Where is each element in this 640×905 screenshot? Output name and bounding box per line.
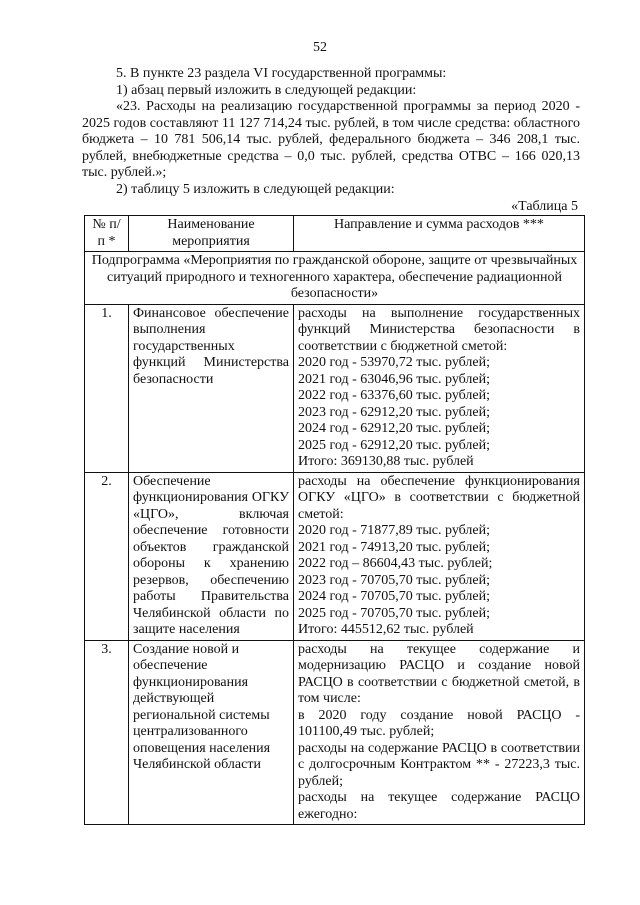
table-caption: «Таблица 5 xyxy=(511,199,578,214)
expenses-table xyxy=(84,215,585,825)
row-line: 2022 год – 86604,43 тыс. рублей; xyxy=(298,556,493,571)
row-line: 2023 год - 62912,20 тыс. рублей; xyxy=(298,404,491,420)
row-direction xyxy=(294,640,585,825)
row-line: 2025 год - 62912,20 тыс. рублей; xyxy=(298,437,491,453)
table-header-row xyxy=(85,216,585,252)
intro-line-1: 5. В пункте 23 раздела VI государственной программы: xyxy=(116,66,447,81)
row-line: 2020 год - 53970,72 тыс. рублей; xyxy=(298,355,491,370)
row-line: расходы на текущее содержание РАСЦО ежегодно: xyxy=(298,790,580,822)
row-name: Создание новой и обеспечение функционирования действующей региональной системы централизованного оповещения населения Челябинской области xyxy=(129,640,294,825)
row-direction xyxy=(294,304,585,472)
table-row xyxy=(85,640,585,825)
page-number: 52 xyxy=(313,40,327,55)
table-row xyxy=(85,304,585,472)
header-num: № п/п * xyxy=(85,216,129,252)
row-number: 3. xyxy=(85,640,129,825)
row-direction-intro: расходы на обеспечение функционирования ОГКУ «ЦГО» в соответствии с бюджетной сметой: xyxy=(298,473,580,522)
row-line: 2021 год - 63046,96 тыс. рублей; xyxy=(298,371,491,387)
row-line: 2023 год - 70705,70 тыс. рублей; xyxy=(298,572,491,588)
row-name: Обеспечение функционирования ОГКУ «ЦГО», включая обеспечение готовности объектов гражданской обороны к хранению резервов, обеспечению работы Правительства Челябинской области по защите населения xyxy=(129,472,294,640)
subprogram-title: Подпрограмма «Мероприятия по гражданской обороне, защите от чрезвычайных ситуаций природного и техногенного характера, обеспечение радиационной безопасности» xyxy=(85,252,585,305)
header-direction: Направление и сумма расходов *** xyxy=(294,216,585,252)
header-name: Наименование мероприятия xyxy=(129,216,294,252)
intro-line-2: 1) абзац первый изложить в следующей редакции: xyxy=(116,82,417,98)
row-direction-intro: расходы на текущее содержание и модернизацию РАСЦО и создание новой РАСЦО в соответствии с бюджетной сметой, в том числе: xyxy=(298,641,580,706)
row-line: 2024 год - 70705,70 тыс. рублей; xyxy=(298,589,491,604)
row-direction-intro: расходы на выполнение государственных функций Министерства безопасности в соответствии с бюджетной сметой: xyxy=(298,305,580,354)
intro-quote: «23. Расходы на реализацию государственной программы за период 2020 - 2025 годов составляют 11 127 714,24 тыс. рублей, в том числе средства: областного бюджета – 10 781 506,14 тыс. рублей, федерального бюджета – 346 208,1 тыс. рублей, внебюджетные средства – 0,0 тыс. рублей, средства ОТВС – 166 020,13 тыс. рублей.»; xyxy=(82,99,580,180)
subprogram-row xyxy=(85,252,585,305)
row-line: 2025 год - 70705,70 тыс. рублей; xyxy=(298,605,491,621)
row-total: Итого: 369130,88 тыс. рублей xyxy=(298,454,474,469)
row-number: 2. xyxy=(85,472,129,640)
table-row xyxy=(85,472,585,640)
row-line: в 2020 году создание новой РАСЦО - 101100,49 тыс. рублей; xyxy=(298,707,580,739)
intro-block xyxy=(82,66,580,198)
row-line: 2020 год - 71877,89 тыс. рублей; xyxy=(298,523,491,538)
row-name: Финансовое обеспечение выполнения государственных функций Министерства безопасности xyxy=(129,304,294,472)
row-line: расходы на содержание РАСЦО в соответствии с долгосрочным Контрактом ** - 27223,3 тыс. рублей; xyxy=(298,740,580,789)
row-line: 2021 год - 74913,20 тыс. рублей; xyxy=(298,539,491,555)
row-number: 1. xyxy=(85,304,129,472)
row-line: 2024 год - 62912,20 тыс. рублей; xyxy=(298,421,491,436)
row-line: 2022 год - 63376,60 тыс. рублей; xyxy=(298,388,491,403)
intro-line-3: 2) таблицу 5 изложить в следующей редакции: xyxy=(116,181,395,197)
row-direction xyxy=(294,472,585,640)
row-total: Итого: 445512,62 тыс. рублей xyxy=(298,622,474,637)
